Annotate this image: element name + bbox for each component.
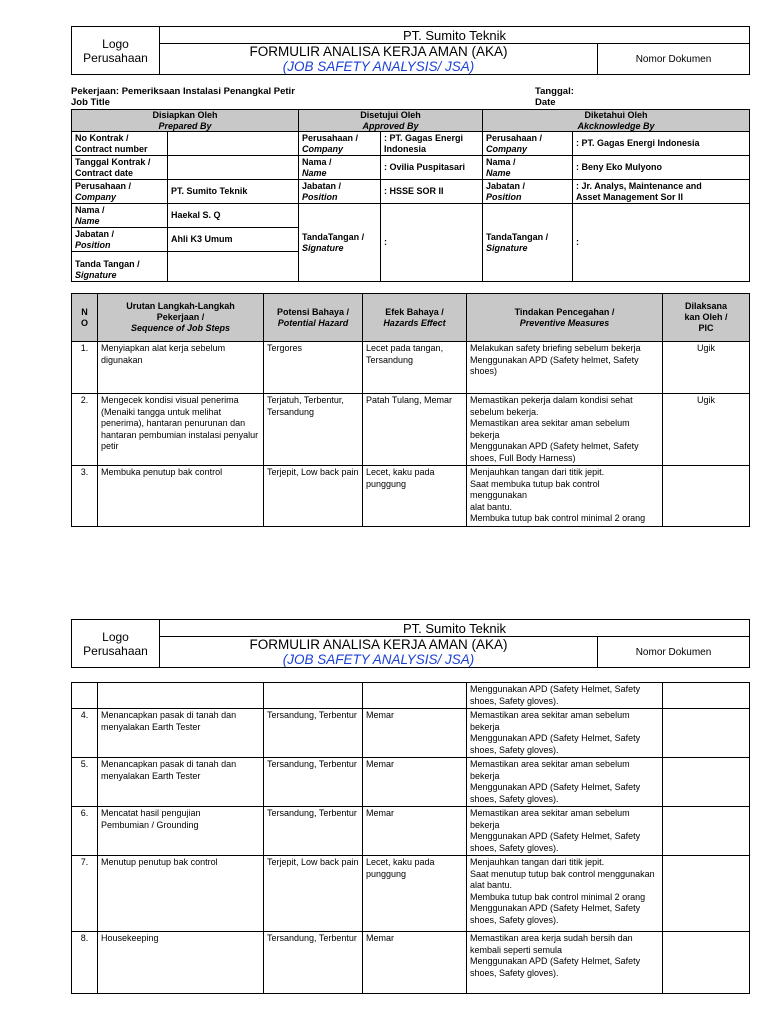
contract-number-sub: Contract number bbox=[75, 143, 148, 154]
prepared-position-label: Jabatan / bbox=[75, 229, 115, 239]
row-no: 1. bbox=[72, 342, 98, 394]
row-preventive: Menggunakan APD (Safety Helmet, Safety shoes, Safety gloves). bbox=[467, 683, 663, 709]
ack-position-value: : Jr. Analys, Maintenance and Asset Management Sor II bbox=[573, 180, 750, 204]
col-preventive-label: Tindakan Pencegahan / bbox=[514, 306, 615, 317]
col-effect bbox=[363, 294, 467, 342]
row-pic: Ugik bbox=[663, 394, 750, 466]
approved-company-value: : PT. Gagas Energi Indonesia bbox=[381, 132, 483, 156]
row-no bbox=[72, 683, 98, 709]
row-hazard: Terjepit, Low back pain bbox=[264, 466, 363, 527]
ack-company-label: Perusahaan / bbox=[486, 133, 543, 143]
row-preventive: Memastikan area sekitar aman sebelum bekerja Menggunakan APD (Safety Helmet, Safety shoes, Safety gloves). bbox=[467, 709, 663, 758]
prepared-signature-value[interactable] bbox=[168, 252, 299, 282]
jsa-steps-table-page2 bbox=[71, 682, 750, 994]
job-info bbox=[71, 86, 295, 108]
approved-company-label-cell bbox=[299, 132, 381, 156]
approved-name-value: : Ovilia Puspitasari bbox=[381, 156, 483, 180]
date-sub-label: Date bbox=[535, 97, 556, 108]
prepared-position-label-cell bbox=[72, 228, 168, 252]
row-step: Mencatat hasil pengujian Pembumian / Grounding bbox=[98, 807, 264, 856]
form-header bbox=[71, 26, 750, 75]
col-steps bbox=[98, 294, 264, 342]
ack-company-sub: Company bbox=[486, 143, 528, 154]
row-preventive: Menjauhkan tangan dari titik jepit. Saat menutup tutup bak control menggunakan alat bantu. Membuka tutup bak control minimal 2 orang Menggunakan APD (Safety Helmet, Safety shoes, Safety gloves). bbox=[467, 856, 663, 932]
col-preventive-en: Preventive Measures bbox=[519, 317, 610, 328]
contract-date-sub: Contract date bbox=[75, 167, 134, 178]
section-prepared-sub: Prepared By bbox=[158, 120, 212, 131]
row-hazard: Tersandung, Terbentur bbox=[264, 932, 363, 994]
company-logo-placeholder: Logo Perusahaan bbox=[72, 620, 160, 668]
table-row bbox=[72, 856, 750, 932]
row-no: 6. bbox=[72, 807, 98, 856]
prepared-name-label: Nama / bbox=[75, 205, 105, 215]
form-subtitle: (JOB SAFETY ANALYSIS/ JSA) bbox=[282, 652, 475, 667]
row-step: Mengecek kondisi visual penerima (Menaiki tangga untuk melihat penerima), hantaran penurunan dan hantaran pembumian instalasi penyalur petir bbox=[98, 394, 264, 466]
contract-number-label-cell bbox=[72, 132, 168, 156]
table-row bbox=[72, 709, 750, 758]
approval-table bbox=[71, 109, 750, 282]
prepared-position-value: Ahli K3 Umum bbox=[168, 228, 299, 252]
prepared-name-sub: Name bbox=[75, 215, 100, 226]
section-approved-sub: Approved By bbox=[362, 120, 419, 131]
row-no: 4. bbox=[72, 709, 98, 758]
company-logo-placeholder: Logo Perusahaan bbox=[72, 27, 160, 75]
row-preventive: Memastikan area kerja sudah bersih dan kembali seperti semula Menggunakan APD (Safety Helmet, Safety shoes, Safety gloves). bbox=[467, 932, 663, 994]
prepared-position-sub: Position bbox=[75, 239, 111, 250]
ack-company-value: : PT. Gagas Energi Indonesia bbox=[573, 132, 750, 156]
prepared-signature-label-cell bbox=[72, 252, 168, 282]
row-no: 5. bbox=[72, 758, 98, 807]
date-info bbox=[535, 86, 574, 108]
form-title-cell bbox=[160, 44, 598, 75]
company-name: PT. Sumito Teknik bbox=[160, 27, 750, 44]
section-acknowledged-title: Diketahui Oleh bbox=[584, 110, 648, 120]
ack-name-label-cell bbox=[483, 156, 573, 180]
col-no: N O bbox=[72, 294, 98, 342]
form-title: FORMULIR ANALISA KERJA AMAN (AKA) bbox=[249, 44, 508, 59]
ack-position-label-cell bbox=[483, 180, 573, 204]
approved-signature-value: : bbox=[381, 204, 483, 282]
row-preventive: Memastikan area sekitar aman sebelum bekerja Menggunakan APD (Safety Helmet, Safety shoes, Safety gloves). bbox=[467, 758, 663, 807]
approved-signature-sub: Signature bbox=[302, 242, 344, 253]
form-title: FORMULIR ANALISA KERJA AMAN (AKA) bbox=[249, 637, 508, 652]
table-row bbox=[72, 807, 750, 856]
table-row bbox=[72, 932, 750, 994]
table-row bbox=[72, 758, 750, 807]
row-no: 7. bbox=[72, 856, 98, 932]
approved-position-value: : HSSE SOR II bbox=[381, 180, 483, 204]
section-prepared bbox=[72, 110, 299, 132]
col-preventive bbox=[467, 294, 663, 342]
ack-company-label-cell bbox=[483, 132, 573, 156]
approved-signature-label-cell bbox=[299, 204, 381, 282]
prepared-name-label-cell bbox=[72, 204, 168, 228]
col-pic: Dilaksana kan Oleh / PIC bbox=[663, 294, 750, 342]
row-no: 8. bbox=[72, 932, 98, 994]
approved-position-label: Jabatan / bbox=[302, 181, 342, 191]
row-hazard: Tersandung, Terbentur bbox=[264, 758, 363, 807]
contract-date-label-cell bbox=[72, 156, 168, 180]
ack-signature-label-cell bbox=[483, 204, 573, 282]
row-effect: Memar bbox=[363, 758, 467, 807]
row-effect: Lecet pada tangan, Tersandung bbox=[363, 342, 467, 394]
contract-number-label: No Kontrak / bbox=[75, 133, 129, 143]
prepared-company-label: Perusahaan / bbox=[75, 181, 132, 191]
ack-position-label: Jabatan / bbox=[486, 181, 526, 191]
approved-name-sub: Name bbox=[302, 167, 327, 178]
prepared-signature-sub: Signature bbox=[75, 269, 117, 280]
row-hazard bbox=[264, 683, 363, 709]
row-no: 2. bbox=[72, 394, 98, 466]
table-row bbox=[72, 683, 750, 709]
company-name: PT. Sumito Teknik bbox=[160, 620, 750, 637]
col-steps-label: Urutan Langkah-Langkah Pekerjaan / bbox=[126, 301, 235, 322]
row-hazard: Tersandung, Terbentur bbox=[264, 709, 363, 758]
row-hazard: Tersandung, Terbentur bbox=[264, 807, 363, 856]
row-preventive: Melakukan safety briefing sebelum bekerja Menggunakan APD (Safety helmet, Safety shoes) bbox=[467, 342, 663, 394]
form-subtitle: (JOB SAFETY ANALYSIS/ JSA) bbox=[282, 59, 475, 74]
row-step: Housekeeping bbox=[98, 932, 264, 994]
ack-name-value: : Beny Eko Mulyono bbox=[573, 156, 750, 180]
row-preventive: Memastikan area sekitar aman sebelum bekerja Menggunakan APD (Safety Helmet, Safety shoes, Safety gloves). bbox=[467, 807, 663, 856]
date-label: Tanggal: bbox=[535, 86, 574, 97]
table-row bbox=[72, 394, 750, 466]
row-effect: Lecet, kaku pada punggung bbox=[363, 856, 467, 932]
section-prepared-title: Disiapkan Oleh bbox=[152, 110, 218, 120]
row-effect: Lecet, kaku pada punggung bbox=[363, 466, 467, 527]
prepared-name-value: Haekal S. Q bbox=[168, 204, 299, 228]
col-hazard-label: Potensi Bahaya / bbox=[276, 306, 350, 317]
row-pic: Ugik bbox=[663, 342, 750, 394]
contract-number-value[interactable] bbox=[168, 132, 299, 156]
row-effect: Memar bbox=[363, 807, 467, 856]
prepared-company-sub: Company bbox=[75, 191, 117, 202]
row-step: Menancapkan pasak di tanah dan menyalakan Earth Tester bbox=[98, 758, 264, 807]
ack-name-sub: Name bbox=[486, 167, 511, 178]
job-name: Pekerjaan: Pemeriksaan Instalasi Penangkal Petir bbox=[71, 86, 295, 97]
section-acknowledged-sub: Akcknowledge By bbox=[577, 120, 655, 131]
ack-signature-label: TandaTangan / bbox=[486, 232, 549, 242]
row-pic bbox=[663, 932, 750, 994]
jsa-steps-table-page1 bbox=[71, 293, 750, 527]
row-step: Menyiapkan alat kerja sebelum digunakan bbox=[98, 342, 264, 394]
section-acknowledged bbox=[483, 110, 750, 132]
row-hazard: Terjatuh, Terbentur, Tersandung bbox=[264, 394, 363, 466]
approved-company-sub: Company bbox=[302, 143, 344, 154]
ack-signature-value: : bbox=[573, 204, 750, 282]
ack-name-label: Nama / bbox=[486, 157, 516, 167]
row-preventive: Memastikan pekerja dalam kondisi sehat sebelum bekerja. Memastikan area sekitar aman sebelum bekerja Menggunakan APD (Safety helmet, Safety shoes, Full Body Harness) bbox=[467, 394, 663, 466]
contract-date-value[interactable] bbox=[168, 156, 299, 180]
table-row bbox=[72, 466, 750, 527]
prepared-signature-label: Tanda Tangan / bbox=[75, 259, 140, 269]
section-approved-title: Disetujui Oleh bbox=[360, 110, 421, 120]
ack-signature-sub: Signature bbox=[486, 242, 528, 253]
prepared-company-value: PT. Sumito Teknik bbox=[168, 180, 299, 204]
row-no: 3. bbox=[72, 466, 98, 527]
row-effect: Patah Tulang, Memar bbox=[363, 394, 467, 466]
row-step: Menutup penutup bak control bbox=[98, 856, 264, 932]
approved-name-label: Nama / bbox=[302, 157, 332, 167]
row-pic bbox=[663, 683, 750, 709]
row-pic bbox=[663, 758, 750, 807]
document-number-label: Nomor Dokumen bbox=[598, 637, 750, 668]
row-hazard: Terjepit, Low back pain bbox=[264, 856, 363, 932]
row-pic bbox=[663, 856, 750, 932]
row-step bbox=[98, 683, 264, 709]
approved-signature-label: TandaTangan / bbox=[302, 232, 365, 242]
row-preventive: Menjauhkan tangan dari titik jepit. Saat membuka tutup bak control menggunakan alat bantu. Membuka tutup bak control minimal 2 orang bbox=[467, 466, 663, 527]
table-header-row bbox=[72, 294, 750, 342]
row-pic bbox=[663, 709, 750, 758]
row-pic bbox=[663, 807, 750, 856]
row-effect bbox=[363, 683, 467, 709]
row-step: Menancapkan pasak di tanah dan menyalakan Earth Tester bbox=[98, 709, 264, 758]
row-effect: Memar bbox=[363, 709, 467, 758]
section-approved bbox=[299, 110, 483, 132]
approved-name-label-cell bbox=[299, 156, 381, 180]
row-hazard: Tergores bbox=[264, 342, 363, 394]
row-step: Membuka penutup bak control bbox=[98, 466, 264, 527]
table-row bbox=[72, 342, 750, 394]
approved-position-sub: Position bbox=[302, 191, 338, 202]
col-hazard-en: Potential Hazard bbox=[277, 317, 349, 328]
row-pic bbox=[663, 466, 750, 527]
row-effect: Memar bbox=[363, 932, 467, 994]
form-header-page2 bbox=[71, 619, 750, 668]
approved-position-label-cell bbox=[299, 180, 381, 204]
document-number-label: Nomor Dokumen bbox=[598, 44, 750, 75]
contract-date-label: Tanggal Kontrak / bbox=[75, 157, 151, 167]
col-steps-en: Sequence of Job Steps bbox=[130, 323, 231, 333]
prepared-company-label-cell bbox=[72, 180, 168, 204]
form-title-cell bbox=[160, 637, 598, 668]
col-effect-en: Hazards Effect bbox=[383, 317, 446, 328]
ack-position-sub: Position bbox=[486, 191, 522, 202]
col-hazard bbox=[264, 294, 363, 342]
col-effect-label: Efek Bahaya / bbox=[385, 306, 444, 317]
job-title-label: Job Title bbox=[71, 97, 110, 108]
approved-company-label: Perusahaan / bbox=[302, 133, 359, 143]
